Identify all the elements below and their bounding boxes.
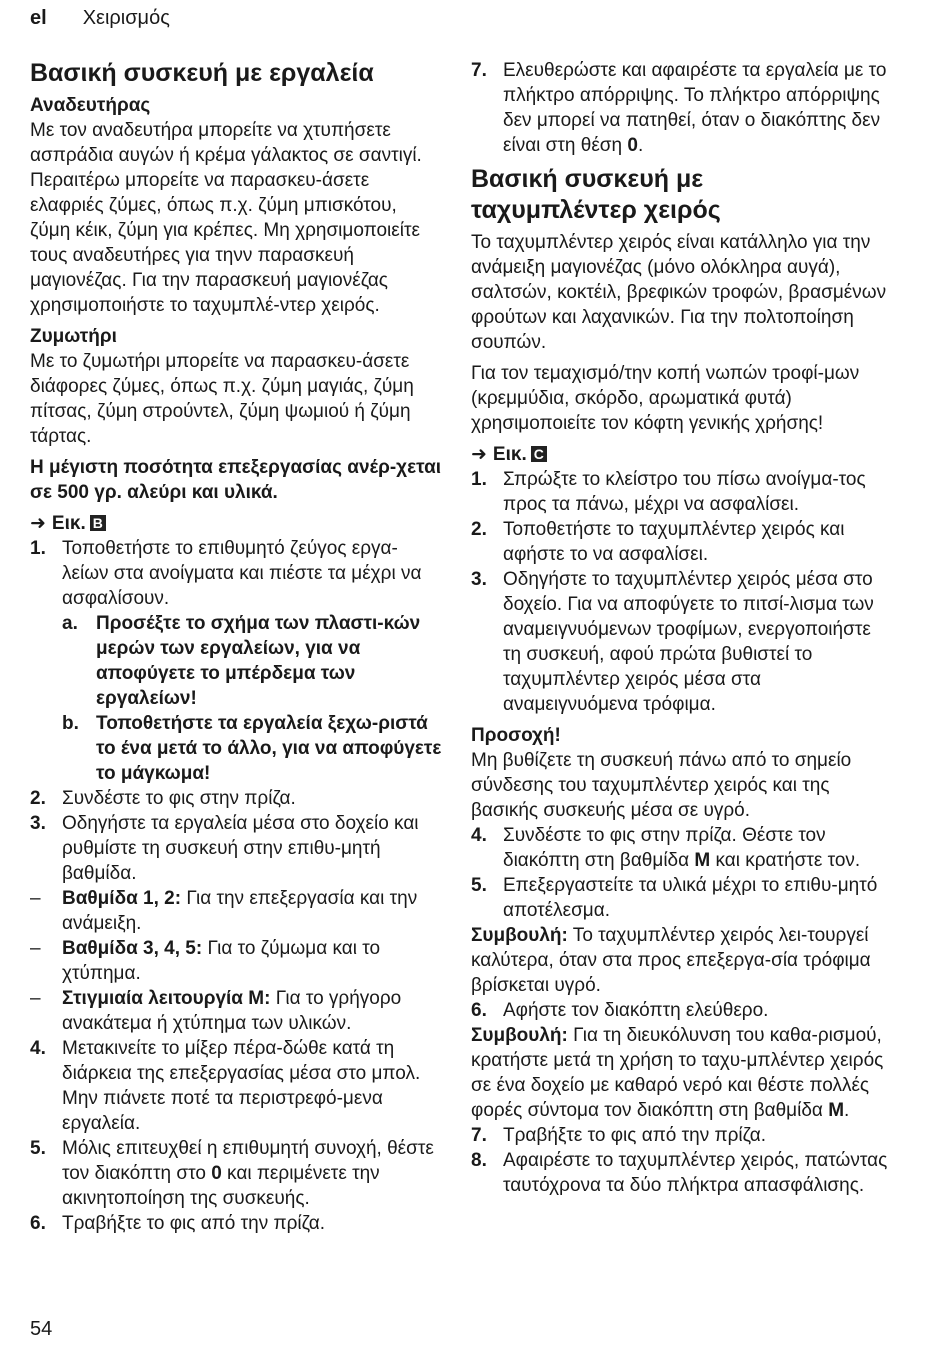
list-dash-item: – Βαθμίδα 1, 2: Για την επεξεργασία και την ανάμειξη. [30, 888, 418, 934]
caution-title: Προσοχή! [471, 725, 561, 746]
list-item: 3. Οδηγήστε τα εργαλεία μέσα στο δοχείο και ρυθμίστε τη συσκευή στην επιθυ-μητή βαθμίδα. [30, 813, 419, 884]
list-item: 2. Συνδέστε το φις στην πρίζα. [30, 788, 296, 809]
list-item: 4. Μετακινείτε το μίξερ πέρα-δώθε κατά τη διάρκεια της επεξεργασίας μέσα στο μπολ. Μην πιάνετε ποτέ τα περιστρεφό-μενα εργαλεία. [30, 1038, 421, 1134]
arrow-right-icon: ➜ [30, 513, 46, 534]
figure-label: Εικ. [492, 444, 527, 465]
arrow-right-icon: ➜ [471, 444, 487, 465]
list-item: 1. Σπρώξτε το κλείστρο του πίσω ανοίγμα-τος προς τα πάνω, μέχρι να ασφαλίσει. [471, 469, 866, 515]
list-item: 3. Οδηγήστε το ταχυμπλέντερ χειρός μέσα στο δοχείο. Για να αποφύγετε το πιτσί-λισμα των αναμειγνυόμενων τροφίμων, ενεργοποιήστε τη συσκευή, αφού πρώτα βυθιστεί το ταχυμπλέντερ χειρός μέσα στα αναμειγνυόμενα τρόφιμα. [471, 569, 874, 715]
blender-intro: Το ταχυμπλέντερ χειρός είναι κατάλληλο για την ανάμειξη μαγιονέζας (μόνο ολόκληρα αυγά), σαλτσών, κοκτέιλ, βρεφικών τροφών, βρασμένων φρούτων και λαχανικών. Για την πολτοποίηση σουπών. [471, 232, 887, 353]
tip-1: Συμβουλή: Το ταχυμπλέντερ χειρός λει-τουργεί καλύτερα, όταν στα προς επεξεργα-σία τρόφιμα βρίσκεται υγρό. [471, 925, 871, 996]
list-item: 7. Τραβήξτε το φις από την πρίζα. [471, 1125, 767, 1146]
section-title: Χειρισμός [82, 7, 170, 29]
whisk-text: Με τον αναδευτήρα μπορείτε να χτυπήσετε ασπράδια αυγών ή κρέμα γάλακτος σε σαντιγί. Περαιτέρω μπορείτε να παρασκευ-άσετε ελαφριές ζύμες, όπως π.χ. ζύμη μπισκότου, ζύμη κέικ, ζύμη για κρέπες. Μη χρησιμοποιείτε τους αναδευτήρες για τηνν παρασκευή μαγιονέζας. Για την παρασκευή μαγιονέζας χρησιμοποιήστε το ταχυμπλέ-ντερ χειρός. [30, 120, 422, 316]
list-item: 1. Τοποθετήστε το επιθυμητό ζεύγος εργα-λείων στα ανοίγματα και πιέστε τα μέχρι να ασφαλίσουν. [30, 538, 422, 609]
list-item: 7. Ελευθερώστε και αφαιρέστε τα εργαλεία με το πλήκτρο απόρριψης. Το πλήκτρο απόρριψης δεν μπορεί να πατηθεί, όταν ο διακόπτης δεν είναι στη θέση 0. [471, 60, 887, 156]
kneader-text: Με το ζυμωτήρι μπορείτε να παρασκευ-άσετε διάφορες ζύμες, όπως π.χ. ζύμη μαγιάς, ζύμη πίτσας, ζύμη στρούντελ, ζύμη ψωμιού ή ζύμη τάρτας. [30, 351, 414, 447]
figure-reference-b [30, 511, 442, 536]
list-item: 6. Τραβήξτε το φις από την πρίζα. [30, 1213, 326, 1234]
kneader-title: Ζυμωτήρι [30, 326, 117, 347]
blender-intro-2: Για τον τεμαχισμό/την κοπή νωπών τροφί-μων (κρεμμύδια, σκόρδο, αρωματικά φυτά) χρησιμοποιείτε τον κόφτη γενικής χρήσης! [471, 363, 860, 434]
list-item: 5. Επεξεργαστείτε τα υλικά μέχρι το επιθυ-μητό αποτέλεσμα. [471, 875, 878, 921]
list-item: 6. Αφήστε τον διακόπτη ελεύθερο. [471, 1000, 769, 1021]
left-column [30, 58, 442, 1236]
tip-2: Συμβουλή: Για τη διευκόλυνση του καθα-ρισμού, κρατήστε μετά τη χρήση το ταχυ-μπλέντερ χειρός σε ένα δοχείο με καθαρό νερό και θέστε πολλές φορές σύντομα τον διακόπτη στη βαθμίδα M. [471, 1025, 884, 1121]
list-item: 5. Μόλις επιτευχθεί η επιθυμητή συνοχή, θέστε τον διακόπτη στο 0 και περιμένετε την ακινητοποίηση της συσκευής. [30, 1138, 434, 1209]
caution-text: Μη βυθίζετε τη συσκευή πάνω από το σημείο σύνδεσης του ταχυμπλέντερ χειρός και της βασικής συσκευής μέσα σε υγρό. [471, 750, 852, 821]
list-item: 2. Τοποθετήστε το ταχυμπλέντερ χειρός και αφήστε το να ασφαλίσει. [471, 519, 845, 565]
page-number: 54 [30, 1318, 53, 1340]
right-column [471, 58, 891, 1198]
list-subitem: a. Προσέξτε το σχήμα των πλαστι-κών μερών των εργαλείων, για να αποφύγετε το μπέρδεμα των εργαλείων! [62, 613, 421, 709]
figure-letter-b: B [90, 515, 106, 531]
figure-label: Εικ. [51, 513, 86, 534]
page-header [30, 4, 170, 32]
whisk-title: Αναδευτήρας [30, 95, 151, 116]
list-subitem: b. Τοποθετήστε τα εργαλεία ξεχω-ριστά το ένα μετά το άλλο, για να αποφύγετε το μάγκωμα! [62, 713, 442, 784]
list-dash-item: – Στιγμιαία λειτουργία M: Για το γρήγορο ανακάτεμα ή χτύπημα των υλικών. [30, 988, 402, 1034]
heading-base-unit-blender: Βασική συσκευή με ταχυμπλέντερ χειρός [471, 165, 721, 224]
list-item: 4. Συνδέστε το φις στην πρίζα. Θέστε τον διακόπτη στη βαθμίδα M και κρατήστε τον. [471, 825, 861, 871]
figure-letter-c: C [531, 446, 547, 462]
list-dash-item: – Βαθμίδα 3, 4, 5: Για το ζύμωμα και το χτύπημα. [30, 938, 381, 984]
max-quantity-note: Η μέγιστη ποσότητα επεξεργασίας ανέρ-χεται σε 500 γρ. αλεύρι και υλικά. [30, 457, 442, 503]
list-item: 8. Αφαιρέστε το ταχυμπλέντερ χειρός, πατώντας ταυτόχρονα τα δύο πλήκτρα απασφάλισης. [471, 1150, 888, 1196]
heading-base-unit-tools: Βασική συσκευή με εργαλεία [30, 59, 374, 87]
language-code: el [30, 7, 47, 29]
figure-reference-c [471, 442, 891, 467]
